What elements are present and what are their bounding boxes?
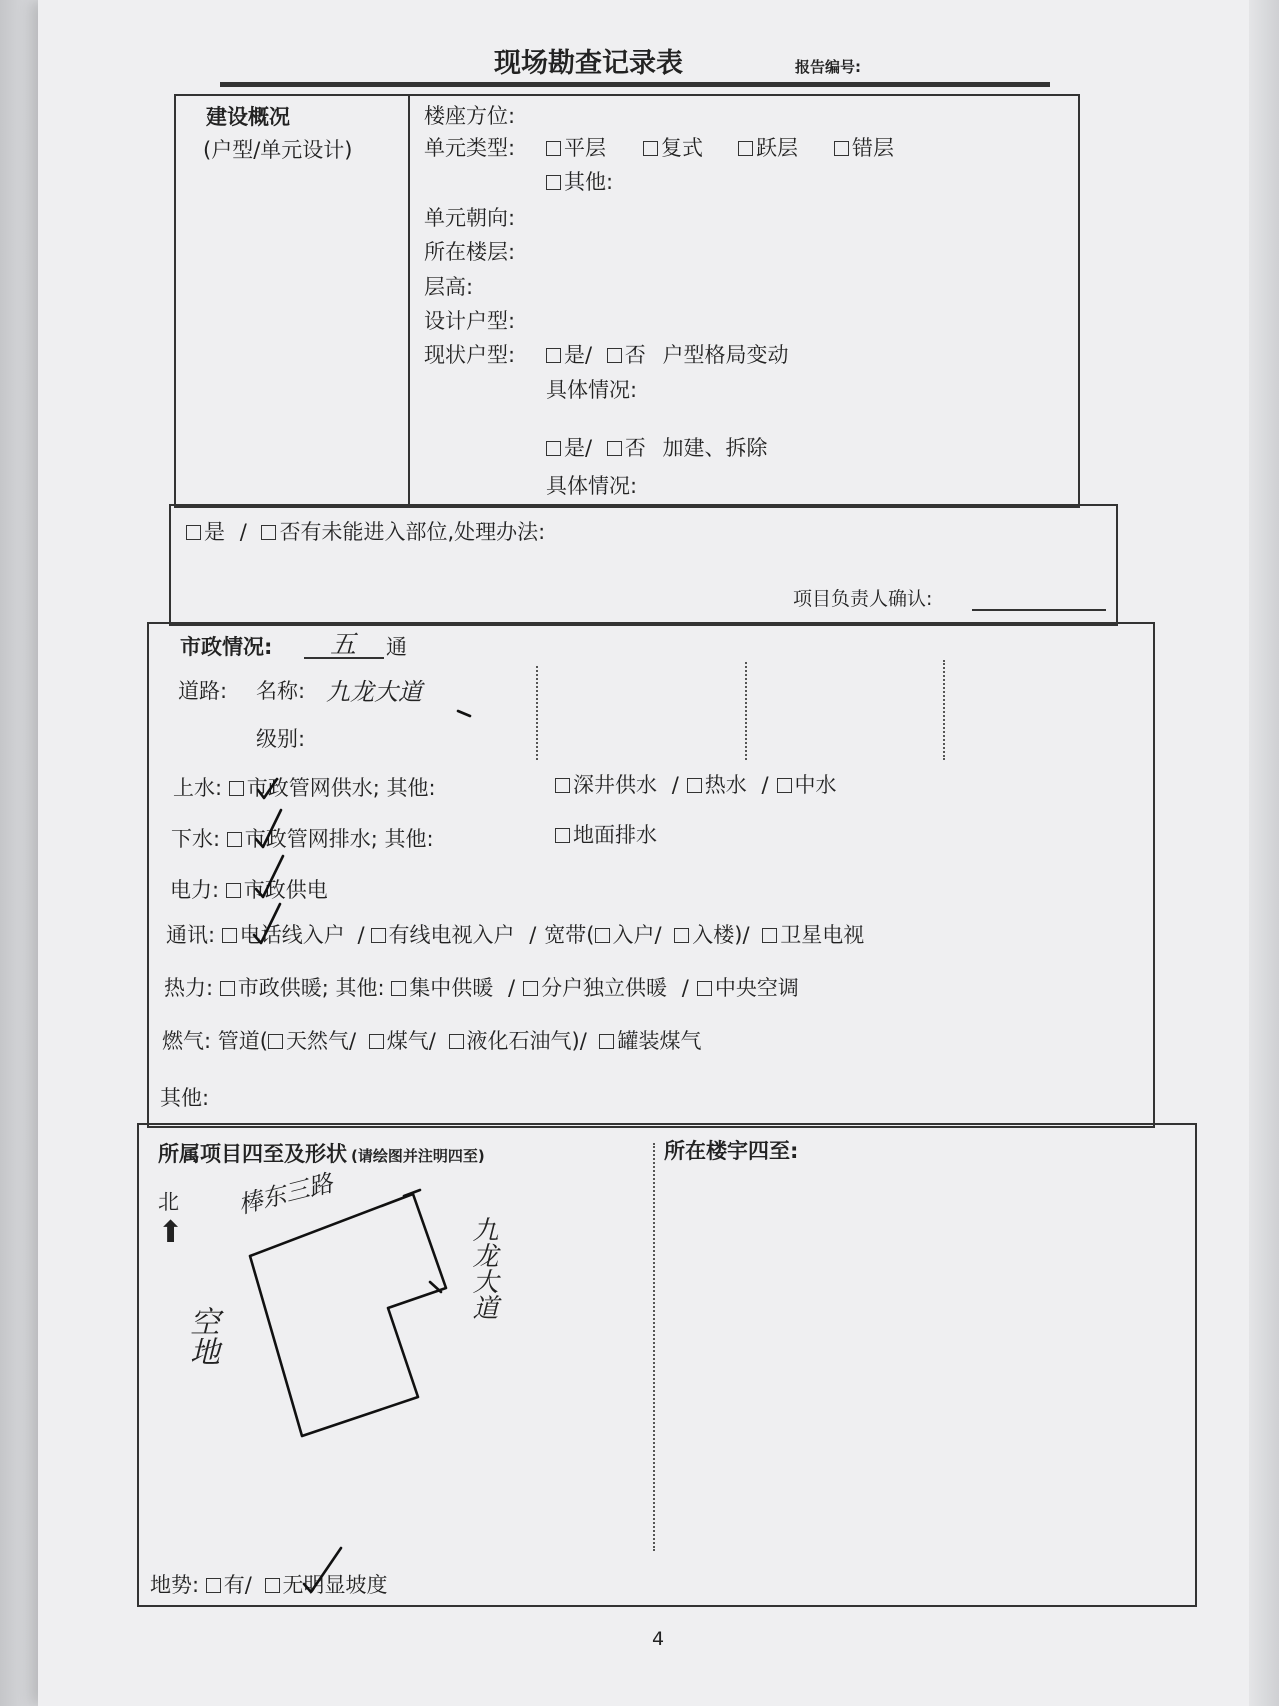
check-telecom bbox=[254, 904, 280, 943]
page-number: 4 bbox=[652, 1628, 665, 1650]
check-water-supply bbox=[258, 779, 277, 798]
floor-label: 所在楼层: bbox=[424, 240, 516, 264]
road-label: 道路: bbox=[178, 679, 228, 703]
layout-change-details-label: 具体情况: bbox=[546, 378, 638, 402]
unit-type-split[interactable]: 错层 bbox=[834, 138, 894, 159]
building-orientation-label: 楼座方位: bbox=[424, 104, 516, 128]
sketch-top-road-label: 棒东三路 bbox=[235, 1168, 336, 1220]
manager-confirm-label: 项目负责人确认: bbox=[793, 588, 933, 610]
north-arrow-icon: ⬆ bbox=[158, 1215, 184, 1250]
power-row: 电力: 市政供电 bbox=[170, 878, 328, 902]
gas-row: 燃气: 管道( 天然气/ 煤气/ 液化石油气)/ 罐装煤气 bbox=[162, 1029, 702, 1053]
unit-type-duplex[interactable]: 复式 bbox=[643, 138, 703, 159]
road-name-label: 名称: bbox=[256, 679, 306, 703]
report-number-label: 报告编号: bbox=[795, 58, 861, 76]
drainage-row: 下水: 市政管网排水; 其他: bbox=[171, 827, 434, 851]
telecom-row: 通讯: 电话线入户 / 有线电视入户 / 宽带( 入户/ 入楼)/ 卫星电视 bbox=[166, 923, 865, 947]
municipal-suffix: 通 bbox=[386, 635, 407, 659]
municipal-value-handwritten: 五 bbox=[330, 630, 357, 660]
project-boundaries-title: 所属项目四至及形状 (请绘图并注明四至) bbox=[158, 1142, 485, 1166]
sketch-right-road-label: 九龙大道 bbox=[468, 1216, 498, 1320]
check-terrain bbox=[304, 1548, 341, 1592]
overview-subtitle: (户型/单元设计) bbox=[203, 138, 353, 162]
page-title: 现场勘查记录表 bbox=[494, 48, 683, 79]
sketch-left-label: 空地 bbox=[184, 1306, 219, 1366]
check-drainage bbox=[256, 810, 281, 847]
inaccessible-row: 是 / 否有未能进入部位,处理办法: bbox=[186, 522, 545, 543]
addition-details-label: 具体情况: bbox=[546, 474, 638, 498]
floor-height-label: 层高: bbox=[424, 275, 474, 299]
water-supply-options: 深井供水 / 热水 / 中水 bbox=[555, 775, 837, 796]
unit-type-label: 单元类型: bbox=[424, 136, 516, 160]
overview-title: 建设概况 bbox=[206, 105, 290, 129]
municipal-other-label: 其他: bbox=[160, 1086, 210, 1110]
road-level-label: 级别: bbox=[256, 727, 306, 751]
unit-facing-label: 单元朝向: bbox=[424, 206, 516, 230]
unit-type-other[interactable]: 其他: bbox=[546, 172, 613, 193]
unit-type-flat[interactable]: 平层 bbox=[546, 138, 606, 159]
check-power bbox=[256, 856, 283, 897]
heating-row: 热力: 市政供暖; 其他: 集中供暖 / 分户独立供暖 / 中央空调 bbox=[164, 976, 799, 1000]
drainage-option: 地面排水 bbox=[555, 825, 657, 846]
addition-row: 是/ 否 加建、拆除 bbox=[546, 438, 767, 459]
road-name-handwritten: 九龙大道 bbox=[326, 678, 422, 706]
building-boundaries-title: 所在楼宇四至: bbox=[664, 1139, 799, 1163]
road-name-underline bbox=[458, 711, 470, 716]
terrain-row: 地势: 有/ 无明显坡度 bbox=[150, 1573, 388, 1597]
design-layout-label: 设计户型: bbox=[424, 309, 516, 333]
unit-type-loft[interactable]: 跃层 bbox=[738, 138, 798, 159]
current-layout-label: 现状户型: bbox=[424, 343, 516, 367]
water-supply-row: 上水: 市政管网供水; 其他: bbox=[173, 776, 436, 800]
municipal-label: 市政情况: bbox=[180, 635, 273, 659]
layout-change-row: 是/ 否 户型格局变动 bbox=[546, 345, 788, 366]
north-label: 北 bbox=[158, 1190, 179, 1214]
